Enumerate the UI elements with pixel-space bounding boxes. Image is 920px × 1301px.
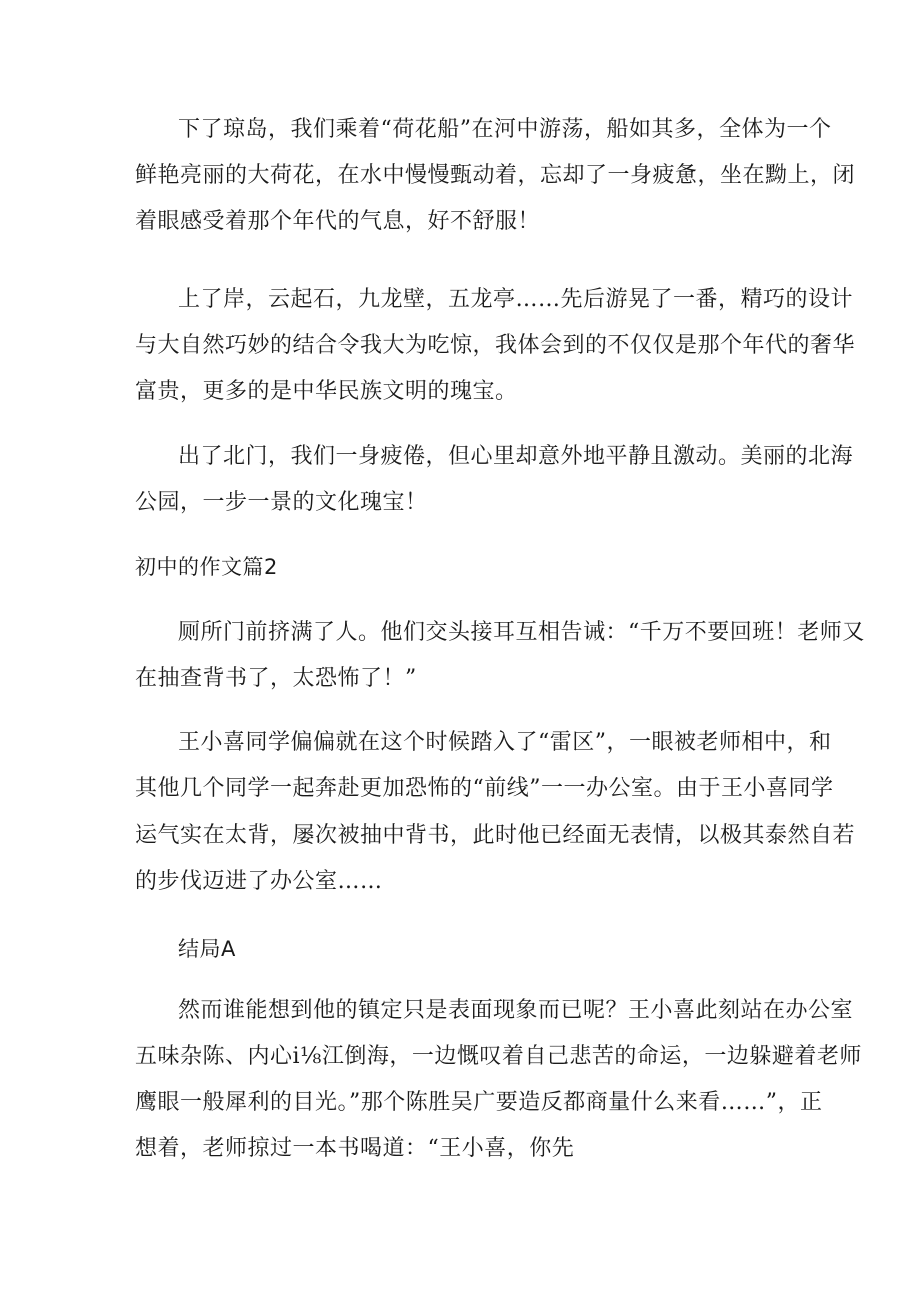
paragraph-2-line-1: 上了岸，云起石，九龙壁，五龙亭……先后游晃了一番，精巧的设计: [178, 287, 854, 312]
paragraph-8-line-1: 然而谁能想到他的镇定只是表面现象而已呢？王小喜此刻站在办公室: [178, 998, 854, 1023]
paragraph-6-line-3: 运气实在太背，屡次被抽中背书，此时他已经面无表情，以极其泰然自若: [135, 823, 856, 848]
paragraph-1-line-2: 鲜艳亮丽的大荷花，在水中慢慢甄动着，忘却了一身疲惫，坐在黝上，闭: [135, 163, 856, 188]
paragraph-2-line-2: 与大自然巧妙的结合令我大为吃惊，我体会到的不仅仅是那个年代的奢华: [135, 333, 856, 358]
paragraph-8-line-4: 想着，老师掠过一本书喝道：“王小喜，你先: [135, 1136, 575, 1161]
paragraph-3-line-1: 出了北门，我们一身疲倦，但心里却意外地平静且激动。美丽的北海: [178, 444, 854, 469]
section-heading: 初中的作文篇2: [135, 555, 278, 579]
ending-heading: 结局A: [178, 937, 236, 961]
paragraph-8-line-3: 鹰眼一般犀利的目光。”那个陈胜吴广要造反都商量什么来看……”，正: [135, 1090, 823, 1115]
paragraph-5-line-2: 在抽查背书了，太恐怖了！”: [135, 666, 417, 691]
paragraph-2-line-3: 富贵，更多的是中华民族文明的瑰宝。: [135, 379, 518, 404]
paragraph-6-line-4: 的步伐迈进了办公室……: [135, 869, 383, 894]
paragraph-1-line-1: 下了琼岛，我们乘着“荷花船”在河中游荡，船如其多，全体为一个: [178, 117, 832, 142]
paragraph-6-line-2: 其他几个同学一起奔赴更加恐怖的“前线”一一办公室。由于王小喜同学: [135, 776, 834, 801]
paragraph-3-line-2: 公园，一步一景的文化瑰宝！: [135, 490, 428, 515]
paragraph-6-line-1: 王小喜同学偏偏就在这个时候踏入了“雷区”，一眼被老师相中，和: [178, 730, 832, 755]
paragraph-5-line-1: 厕所门前挤满了人。他们交头接耳互相告诫：“千万不要回班！老师又: [178, 620, 865, 645]
paragraph-8-line-2: 五味杂陈、内心i⅛江倒海，一边慨叹着自己悲苦的命运，一边躲避着老师: [135, 1044, 862, 1069]
paragraph-1-line-3: 着眼感受着那个年代的气息，好不舒服！: [135, 209, 541, 234]
